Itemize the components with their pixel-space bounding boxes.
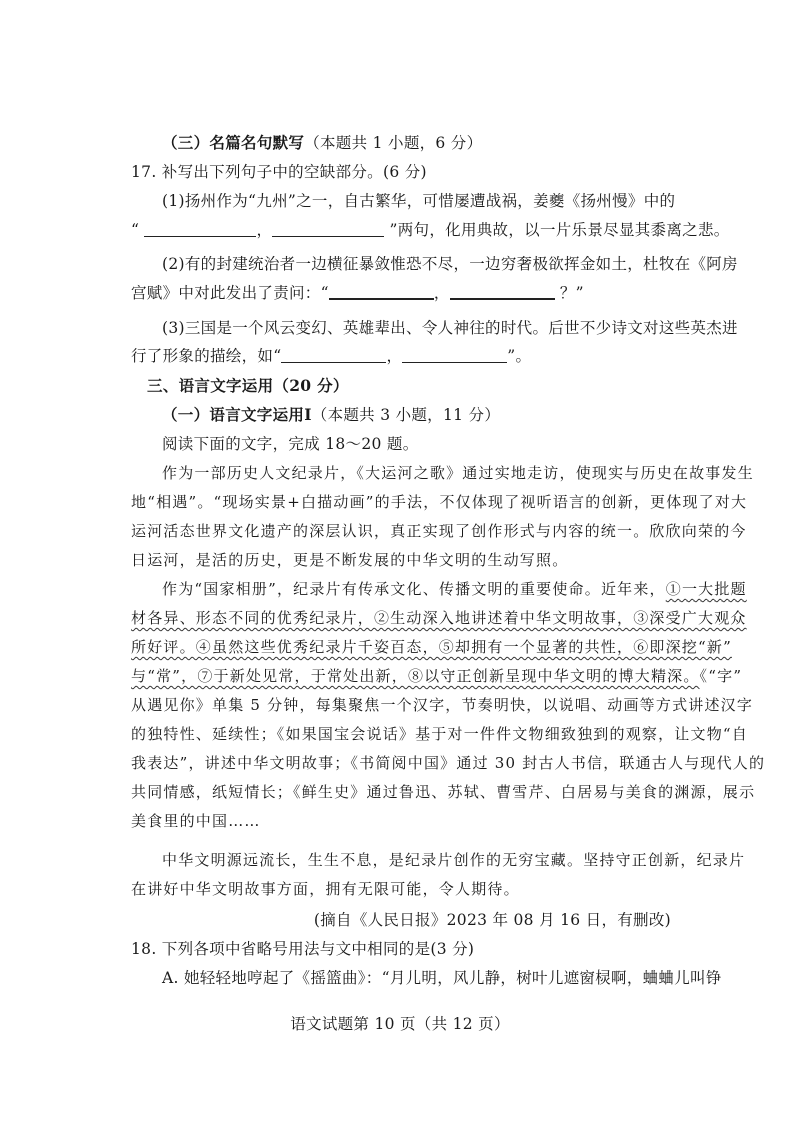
q17-part2-line2 — [131, 283, 671, 303]
fill-blank-1a[interactable] — [144, 221, 256, 237]
para3-line1: 中华文明源远流长，生生不息，是纪录片创作的无穷宝藏。坚持守正创新，纪录片 — [162, 851, 746, 869]
para2-line1-marked: ①一大批题 — [665, 580, 747, 598]
q17-part1-line1: (1)扬州作为“九州”之一，自古繁华，可惜屡遭战祸，姜夔《扬州慢》中的 — [162, 192, 676, 210]
part2-end: ？” — [559, 284, 584, 302]
source-citation: (摘自《人民日报》2023 年 08 月 16 日，有删改) — [313, 911, 671, 929]
comma: ， — [433, 284, 450, 302]
fill-blank-2b[interactable] — [450, 283, 555, 300]
section-heading-bold: （三）名篇名句默写 — [162, 133, 305, 152]
para3-line2: 在讲好中华文明故事方面，拥有无限可能，令人期待。 — [131, 880, 520, 898]
para1-line2: 地“相遇”。“现场实景+白描动画”的手法，不仅体现了视听语言的创新，更体现了对大 — [131, 493, 748, 511]
q18-option-a: A. 她轻轻地哼起了《摇篮曲》：“月儿明，风儿静，树叶儿遮窗棂啊，蛐蛐儿叫铮 — [162, 969, 722, 987]
q17-part2-line1: (2)有的封建统治者一边横征暴敛惟恐不尽，一边穷奢极欲挥金如土，杜牧在《阿房 — [162, 255, 738, 273]
part2-start: 宫赋》中对此发出了责问：“ — [131, 284, 329, 302]
q17-part3-line2 — [131, 346, 671, 366]
comma: ， — [256, 221, 273, 239]
para2-line4-text: 《“字” — [699, 667, 743, 685]
para2-line4-marked: 与“常”，⑦于新处见常，于常处出新，⑧以守正创新呈现中华文明的博大精深。 — [131, 667, 700, 685]
comma: ， — [386, 347, 403, 365]
para2-line1-text: 作为“国家相册”，纪录片有传承文化、传播文明的重要使命。近年来， — [162, 580, 666, 598]
para2-line5: 从遇见你》单集 5 分钟，每集聚焦一个汉字，节奏明快，以说唱、动画等方式讲述汉字 — [131, 696, 754, 714]
para2-line4 — [131, 666, 743, 686]
reading-instruction: 阅读下面的文字，完成 18～20 题。 — [162, 435, 419, 453]
part3-start: 行了形象的描绘，如“ — [131, 347, 282, 365]
section-heading-language: 三、语言文字运用（20 分） — [147, 376, 349, 395]
q17-part3-line1: (3)三国是一个风云变幻、英雄辈出、令人神往的时代。后世不少诗文对这些英杰进 — [162, 319, 738, 337]
part1-rest: ”两句，化用典故，以一片乐景尽显其黍离之悲。 — [389, 221, 730, 239]
fill-blank-2a[interactable] — [329, 283, 434, 300]
q17-part1-line2 — [131, 220, 730, 240]
para1-line4: 日运河，是活的历史，更是不断发展的中华文明的生动写照。 — [131, 551, 569, 569]
subsection-heading-bold: （一）语言文字运用Ⅰ — [162, 405, 312, 424]
para1-line3: 运河活态世界文化遗产的深层认识，真正实现了创作形式与内容的统一。欣欣向荣的今 — [131, 522, 747, 540]
para2-line7: 我表达”，讲述中华文明故事；《书简阅中国》通过 30 封古人书信，联通古人与现代人的 — [131, 754, 766, 772]
page-footer: 语文试题第 10 页（共 12 页） — [290, 1015, 510, 1033]
section-heading-mingpian — [162, 133, 702, 153]
q18-stem: 18. 下列各项中省略号用法与文中相同的是(3 分) — [131, 940, 475, 958]
para1-line1: 作为一部历史人文纪录片，《大运河之歌》通过实地走访，使现实与历史在故事发生 — [162, 464, 754, 482]
part3-end: ”。 — [507, 347, 532, 365]
subsection-heading-note: （本题共 3 小题，11 分） — [311, 406, 501, 424]
para2-line3-marked: 所好评。④虽然这些优秀纪录片千姿百态，⑤却拥有一个显著的共性，⑥即深挖“新” — [131, 638, 732, 656]
fill-blank-1b[interactable] — [272, 221, 384, 237]
section-heading-note: （本题共 1 小题，6 分） — [304, 134, 483, 152]
subsection-heading-language-1 — [162, 405, 702, 425]
fill-blank-3b[interactable] — [402, 347, 507, 363]
fill-blank-3a[interactable] — [281, 347, 386, 363]
para2-line3 — [131, 637, 732, 657]
para2-line6: 的独特性、延续性；《如果国宝会说话》基于对一件件文物细致独到的观察，让文物“自 — [131, 725, 748, 743]
quote-open: “ — [131, 221, 140, 239]
para2-line1 — [162, 579, 747, 599]
q17-stem: 17. 补写出下列句子中的空缺部分。(6 分) — [131, 163, 427, 181]
para2-line2 — [131, 608, 747, 628]
para2-line2-marked: 材各异、形态不同的优秀纪录片，②生动深入地讲述着中华文明故事，③深受广大观众 — [131, 609, 747, 627]
para2-line8: 共同情感，纸短情长；《鲜生史》通过鲁迅、苏轼、曹雪芹、白居易与美食的渊源，展示 — [131, 783, 756, 801]
para2-line9: 美食里的中国…… — [131, 812, 261, 830]
